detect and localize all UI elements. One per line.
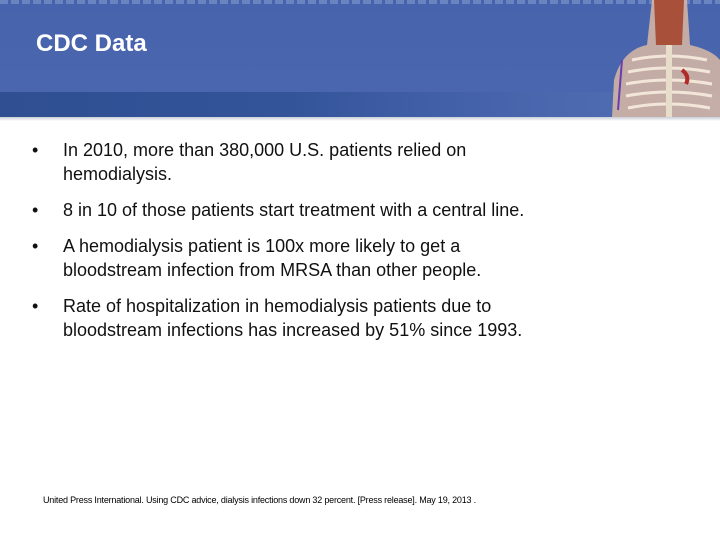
slide-title: CDC Data xyxy=(36,30,147,57)
bullet-list xyxy=(30,138,550,354)
bullet-icon: • xyxy=(32,140,39,160)
bullet-item xyxy=(30,198,550,222)
bullet-icon: • xyxy=(32,236,39,256)
bullet-item xyxy=(30,138,550,186)
citation: United Press International. Using CDC advice, dialysis infections down 32 percent. [Press release]. May 19, 2013 . xyxy=(43,495,476,505)
bullet-item xyxy=(30,234,550,282)
bullet-icon: • xyxy=(32,296,39,316)
header-shadow xyxy=(0,117,720,121)
bullet-text: A hemodialysis patient is 100x more likely to get a bloodstream infection from MRSA than other people. xyxy=(63,236,482,280)
header-banner xyxy=(0,0,720,117)
bullet-text: 8 in 10 of those patients start treatment with a central line. xyxy=(63,200,525,220)
bullet-text: In 2010, more than 380,000 U.S. patients relied on hemodialysis. xyxy=(63,140,467,184)
bullet-icon: • xyxy=(32,200,39,220)
bullet-text: Rate of hospitalization in hemodialysis patients due to bloodstream infections has increased by 51% since 1993. xyxy=(63,296,523,340)
anatomy-illustration xyxy=(592,0,720,117)
bullet-item xyxy=(30,294,550,342)
